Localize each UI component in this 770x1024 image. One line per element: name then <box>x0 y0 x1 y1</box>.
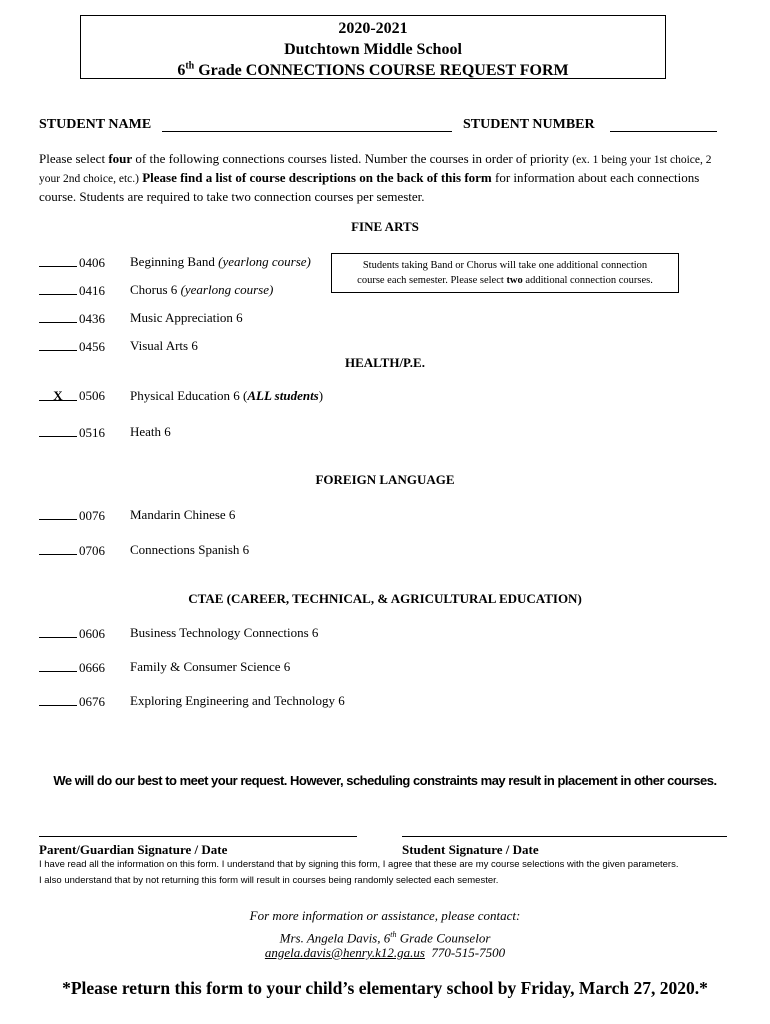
return-instructions: *Please return this form to your child’s elementary school by Friday, March 27, 2020.* <box>62 978 708 998</box>
priority-field[interactable] <box>39 310 77 323</box>
priority-field[interactable] <box>39 625 77 638</box>
student-number-field[interactable] <box>610 131 717 132</box>
priority-field[interactable] <box>39 693 77 706</box>
counselor-phone: 770-515-7500 <box>431 945 506 960</box>
course-row: 0666 Family & Consumer Science 6 <box>39 659 129 677</box>
priority-field[interactable] <box>39 542 77 555</box>
course-row: 0676 Exploring Engineering and Technology 6 <box>39 693 129 711</box>
parent-signature-line[interactable] <box>39 836 357 837</box>
student-signature-line[interactable] <box>402 836 727 837</box>
priority-field[interactable]: X <box>39 388 77 401</box>
priority-field[interactable] <box>39 338 77 351</box>
course-row: 0516 Heath 6 <box>39 424 129 442</box>
course-row: 0406 Beginning Band (yearlong course) <box>39 254 129 272</box>
contact-heading: For more information or assistance, please contact: <box>249 908 521 923</box>
school-name: Dutchtown Middle School <box>284 41 462 58</box>
student-number-label: STUDENT NUMBER <box>463 117 595 132</box>
school-year: 2020-2021 <box>338 20 408 37</box>
priority-field[interactable] <box>39 282 77 295</box>
counselor-email-link[interactable]: angela.davis@henry.k12.ga.us <box>264 945 425 960</box>
band-chorus-note: Students taking Band or Chorus will take one additional connection course each semester. Please select two additional connection courses. <box>331 253 679 293</box>
section-foreign-language: FOREIGN LANGUAGE <box>315 472 455 487</box>
student-name-label: STUDENT NAME <box>39 117 152 132</box>
form-title: 6th Grade CONNECTIONS COURSE REQUEST FORM <box>177 60 569 79</box>
course-row: 0436 Music Appreciation 6 <box>39 310 129 328</box>
acknowledgement-line-1: I have read all the information on this form. I understand that by signing this form, I agree that these are my course selections with the given parameters. <box>39 859 679 870</box>
priority-field[interactable] <box>39 659 77 672</box>
student-signature-label: Student Signature / Date <box>402 842 539 857</box>
priority-field[interactable] <box>39 424 77 437</box>
section-health-pe: HEALTH/P.E. <box>345 355 425 370</box>
instructions-paragraph: Please select four of the following connections courses listed. Number the courses in order of priority (ex. 1 being your 1st choice, 2 your 2nd choice, etc.) Please find a list of course descriptions on the back of this form for information about each connections course. Students are required to take two connection courses per semester. <box>39 151 712 204</box>
scheduling-notice: We will do our best to meet your request. However, scheduling constraints may result in placement in other courses. <box>53 773 717 788</box>
counselor-name: Mrs. Angela Davis, 6th Grade Counselor <box>279 930 491 946</box>
course-row: 0416 Chorus 6 (yearlong course) <box>39 282 129 300</box>
section-ctae: CTAE (CAREER, TECHNICAL, & AGRICULTURAL EDUCATION) <box>188 591 582 606</box>
parent-signature-label: Parent/Guardian Signature / Date <box>39 842 228 857</box>
course-row: X 0506 Physical Education 6 (ALL students) <box>39 388 129 406</box>
contact-info <box>0 944 770 962</box>
priority-field[interactable] <box>39 507 77 520</box>
student-name-field[interactable] <box>162 131 452 132</box>
course-row: 0706 Connections Spanish 6 <box>39 542 129 560</box>
course-row: 0456 Visual Arts 6 <box>39 338 129 356</box>
course-row: 0076 Mandarin Chinese 6 <box>39 507 129 525</box>
priority-field[interactable] <box>39 254 77 267</box>
course-row: 0606 Business Technology Connections 6 <box>39 625 129 643</box>
form-header <box>80 15 666 79</box>
section-fine-arts: FINE ARTS <box>351 219 419 234</box>
acknowledgement-line-2: I also understand that by not returning this form will result in courses being randomly selected each semester. <box>39 875 499 886</box>
